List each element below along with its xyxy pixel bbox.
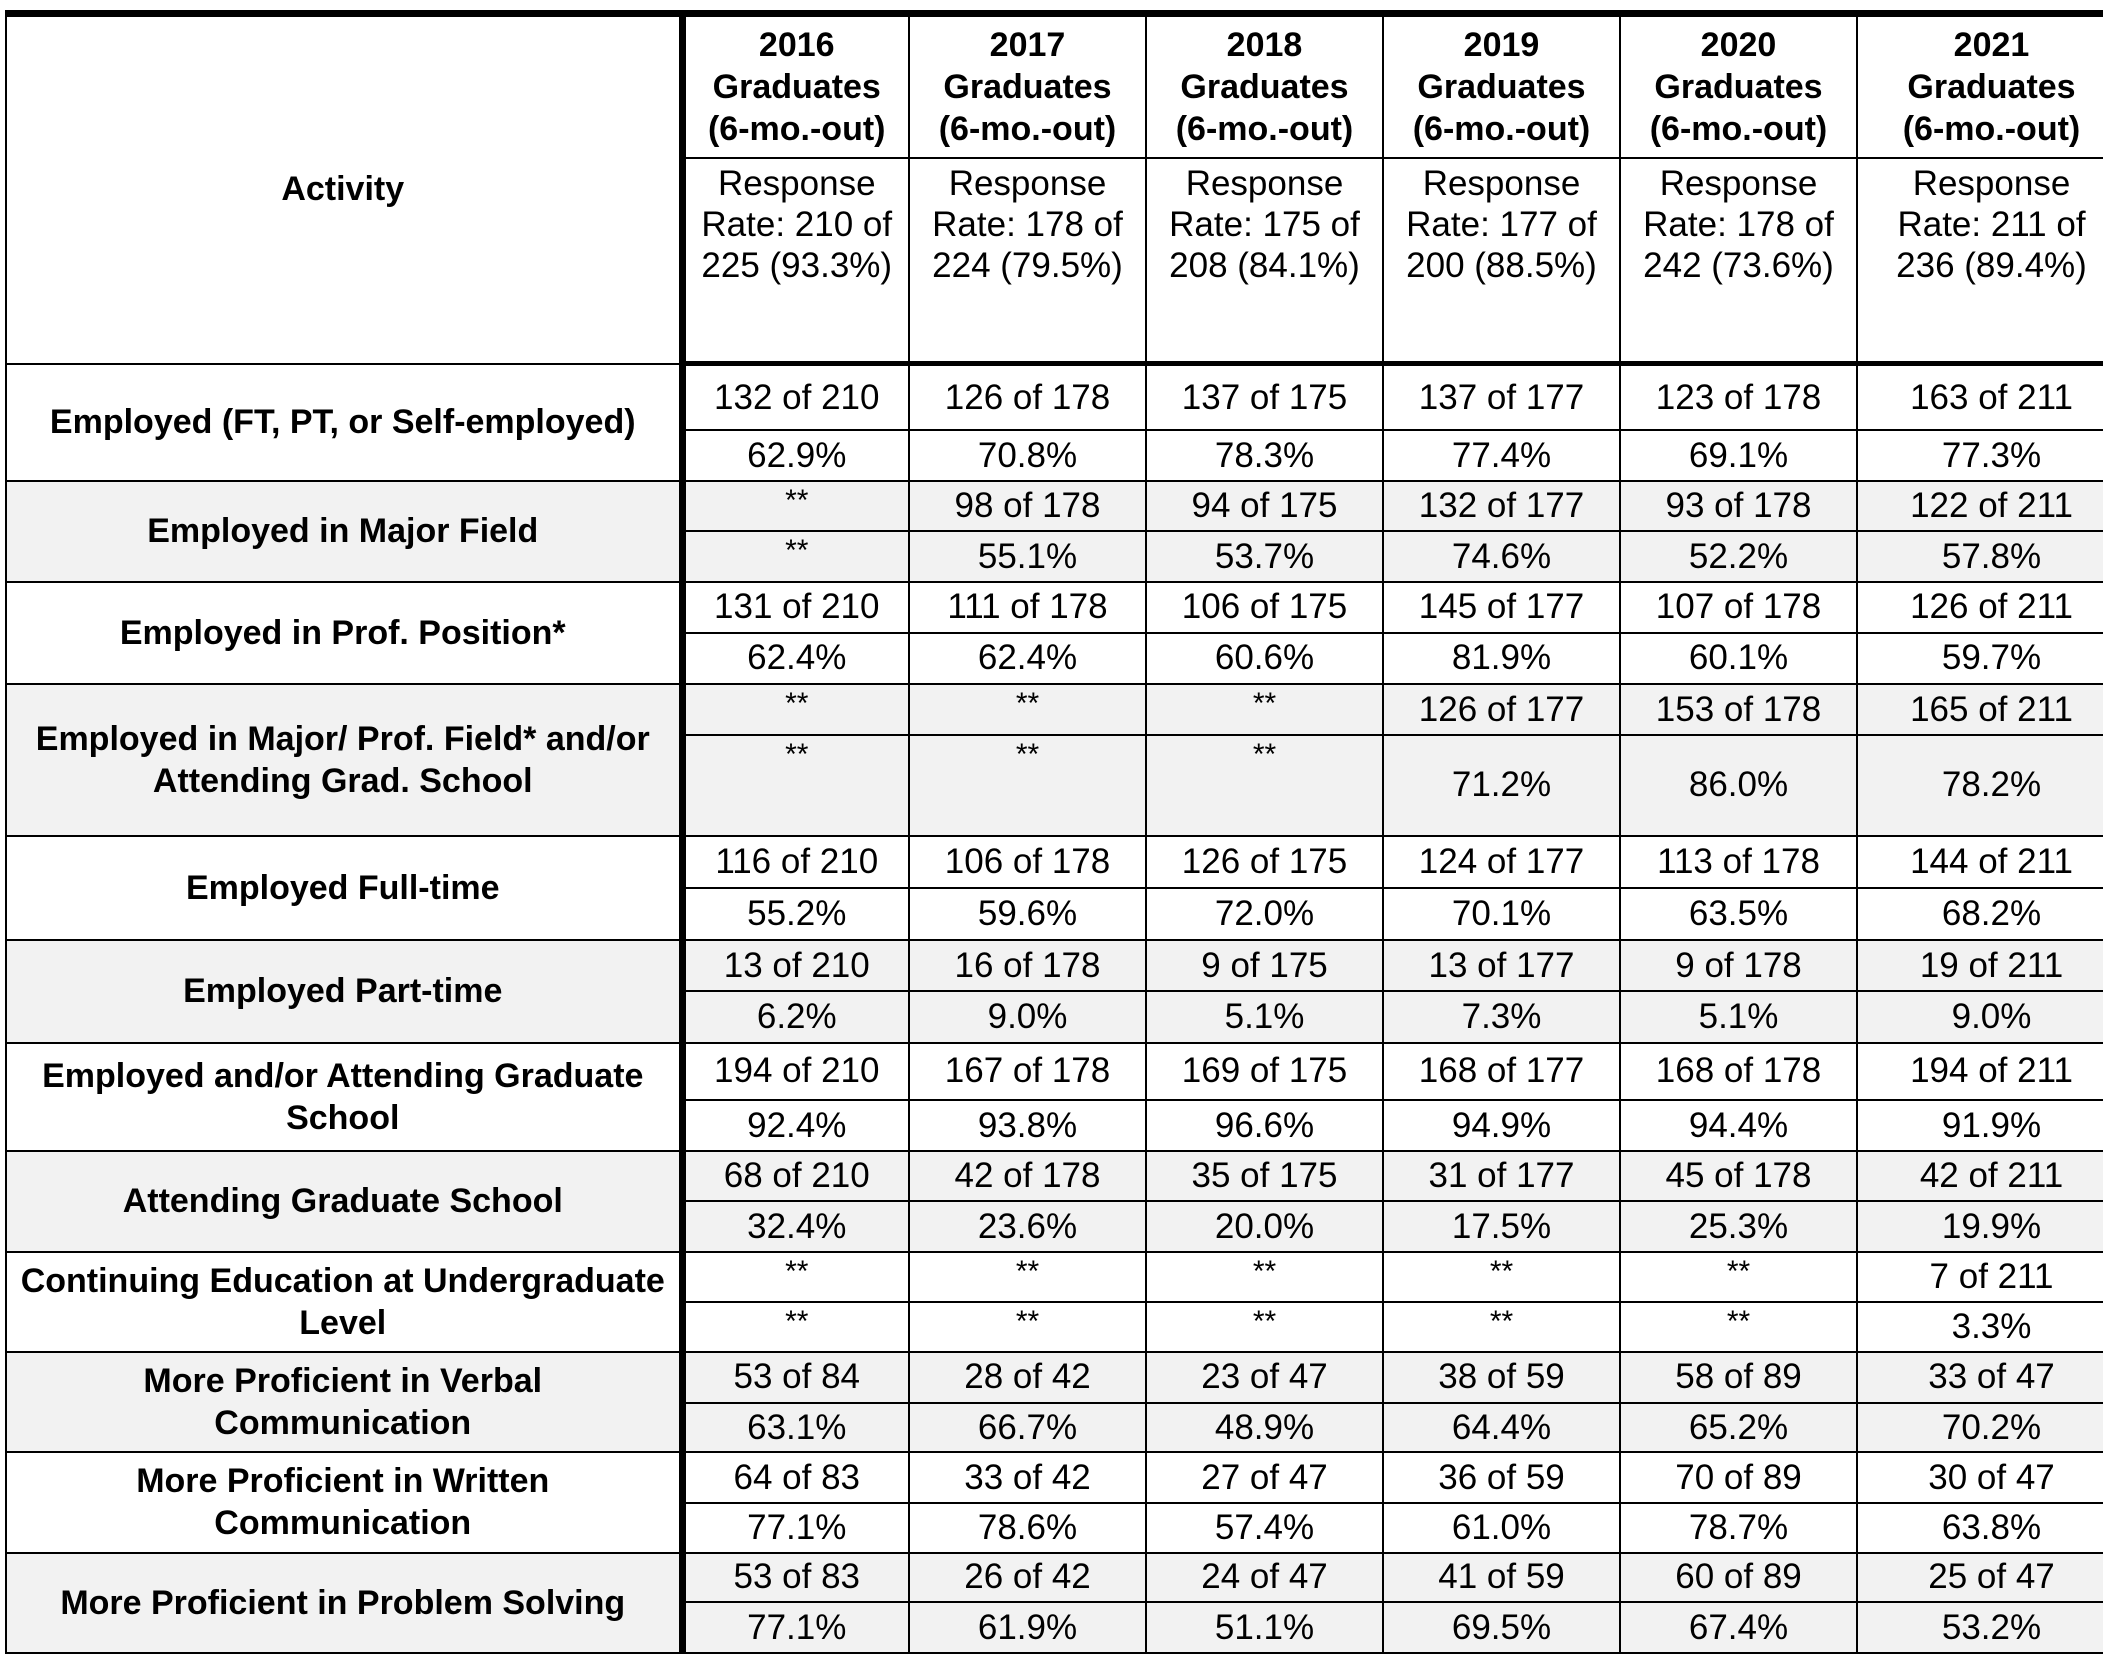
percent-cell: 52.2% bbox=[1620, 531, 1857, 582]
percent-cell: 53.2% bbox=[1857, 1602, 2103, 1653]
response-rate-2016 bbox=[682, 158, 909, 364]
response-rate-2021 bbox=[1857, 158, 2103, 364]
table-row-counts bbox=[6, 1352, 2103, 1403]
percent-cell: 77.4% bbox=[1383, 430, 1620, 481]
percent-cell: 65.2% bbox=[1620, 1403, 1857, 1453]
count-cell: 53 of 83 bbox=[682, 1553, 909, 1603]
count-cell: 53 of 84 bbox=[682, 1352, 909, 1403]
percent-cell: 78.2% bbox=[1857, 735, 2103, 836]
table-row-counts bbox=[6, 1043, 2103, 1101]
count-cell: 165 of 211 bbox=[1857, 684, 2103, 735]
response-rate-line: 242 (73.6%) bbox=[1643, 245, 1834, 285]
percent-cell: 23.6% bbox=[909, 1201, 1146, 1252]
percent-cell: 86.0% bbox=[1620, 735, 1857, 836]
count-cell: 42 of 211 bbox=[1857, 1151, 2103, 1202]
response-rate-line: Rate: 210 of bbox=[701, 204, 893, 244]
percent-cell: 67.4% bbox=[1620, 1602, 1857, 1653]
year-header-year: 2021 bbox=[1953, 25, 2030, 64]
count-cell: 194 of 211 bbox=[1857, 1043, 2103, 1101]
year-header-suffix: (6-mo.-out) bbox=[938, 109, 1117, 148]
response-rate-line: Rate: 178 of bbox=[1643, 204, 1834, 244]
percent-cell: ** bbox=[909, 735, 1146, 836]
count-cell: 16 of 178 bbox=[909, 940, 1146, 991]
count-cell: 41 of 59 bbox=[1383, 1553, 1620, 1603]
percent-cell: 70.2% bbox=[1857, 1403, 2103, 1453]
activity-label-more-proficient-in-verbal-communication: More Proficient in Verbal Communication bbox=[6, 1352, 682, 1452]
count-cell: 93 of 178 bbox=[1620, 481, 1857, 532]
count-cell: ** bbox=[682, 684, 909, 735]
percent-cell: 9.0% bbox=[909, 991, 1146, 1043]
count-cell: 98 of 178 bbox=[909, 481, 1146, 532]
count-cell: 167 of 178 bbox=[909, 1043, 1146, 1101]
year-header-2020 bbox=[1620, 14, 1857, 158]
percent-cell: ** bbox=[682, 735, 909, 836]
count-cell: 64 of 83 bbox=[682, 1452, 909, 1503]
response-rate-2019 bbox=[1383, 158, 1620, 364]
activity-label-employed-full-time: Employed Full-time bbox=[6, 836, 682, 940]
percent-cell: ** bbox=[682, 531, 909, 582]
percent-cell: 70.8% bbox=[909, 430, 1146, 481]
percent-cell: ** bbox=[682, 1302, 909, 1353]
table-row-counts bbox=[6, 1553, 2103, 1603]
count-cell: 169 of 175 bbox=[1146, 1043, 1383, 1101]
table-row-counts bbox=[6, 481, 2103, 532]
percent-cell: 7.3% bbox=[1383, 991, 1620, 1043]
response-rate-line: Response bbox=[1422, 163, 1581, 203]
count-cell: 153 of 178 bbox=[1620, 684, 1857, 735]
count-cell: 58 of 89 bbox=[1620, 1352, 1857, 1403]
activity-label-employed-in-prof-position: Employed in Prof. Position* bbox=[6, 582, 682, 684]
percent-cell: 53.7% bbox=[1146, 531, 1383, 582]
year-header-year: 2017 bbox=[989, 25, 1066, 64]
year-header-row bbox=[6, 14, 2103, 158]
response-rate-line: Rate: 211 of bbox=[1897, 204, 2086, 244]
count-cell: 131 of 210 bbox=[682, 582, 909, 633]
activity-label-employed-in-major-prof-field-and-or-attending-grad-school: Employed in Major/ Prof. Field* and/or Attending Grad. School bbox=[6, 684, 682, 836]
count-cell: 132 of 177 bbox=[1383, 481, 1620, 532]
percent-cell: 19.9% bbox=[1857, 1201, 2103, 1252]
count-cell: ** bbox=[1620, 1252, 1857, 1302]
activity-column-header bbox=[6, 14, 682, 364]
response-rate-2020 bbox=[1620, 158, 1857, 364]
response-rate-line: 200 (88.5%) bbox=[1406, 245, 1597, 285]
count-cell: 60 of 89 bbox=[1620, 1553, 1857, 1603]
count-cell: 27 of 47 bbox=[1146, 1452, 1383, 1503]
count-cell: ** bbox=[682, 1252, 909, 1302]
year-header-2016 bbox=[682, 14, 909, 158]
year-header-2017 bbox=[909, 14, 1146, 158]
percent-cell: 68.2% bbox=[1857, 888, 2103, 941]
count-cell: 124 of 177 bbox=[1383, 836, 1620, 888]
percent-cell: 51.1% bbox=[1146, 1602, 1383, 1653]
count-cell: 7 of 211 bbox=[1857, 1252, 2103, 1302]
percent-cell: 94.9% bbox=[1383, 1100, 1620, 1151]
percent-cell: 64.4% bbox=[1383, 1403, 1620, 1453]
percent-cell: 55.1% bbox=[909, 531, 1146, 582]
count-cell: 31 of 177 bbox=[1383, 1151, 1620, 1202]
percent-cell: 63.1% bbox=[682, 1403, 909, 1453]
percent-cell: 69.5% bbox=[1383, 1602, 1620, 1653]
count-cell: 19 of 211 bbox=[1857, 940, 2103, 991]
year-header-2021 bbox=[1857, 14, 2103, 158]
percent-cell: 70.1% bbox=[1383, 888, 1620, 941]
count-cell: 23 of 47 bbox=[1146, 1352, 1383, 1403]
response-rate-line: 208 (84.1%) bbox=[1169, 245, 1360, 285]
count-cell: 25 of 47 bbox=[1857, 1553, 2103, 1603]
percent-cell: 5.1% bbox=[1146, 991, 1383, 1043]
percent-cell: 5.1% bbox=[1620, 991, 1857, 1043]
count-cell: 26 of 42 bbox=[909, 1553, 1146, 1603]
table-row-counts bbox=[6, 836, 2103, 888]
percent-cell: 60.1% bbox=[1620, 633, 1857, 685]
response-rate-2017 bbox=[909, 158, 1146, 364]
count-cell: 137 of 177 bbox=[1383, 364, 1620, 431]
percent-cell: 32.4% bbox=[682, 1201, 909, 1252]
count-cell: 111 of 178 bbox=[909, 582, 1146, 633]
activity-header-label: Activity bbox=[281, 170, 405, 209]
year-header-year: 2020 bbox=[1700, 25, 1777, 64]
count-cell: ** bbox=[909, 684, 1146, 735]
percent-cell: 17.5% bbox=[1383, 1201, 1620, 1252]
count-cell: 163 of 211 bbox=[1857, 364, 2103, 431]
percent-cell: 55.2% bbox=[682, 888, 909, 941]
response-rate-line: Response bbox=[1185, 163, 1344, 203]
percent-cell: 78.6% bbox=[909, 1503, 1146, 1553]
year-header-year: 2018 bbox=[1226, 25, 1303, 64]
year-header-2019 bbox=[1383, 14, 1620, 158]
count-cell: 126 of 177 bbox=[1383, 684, 1620, 735]
percent-cell: 77.1% bbox=[682, 1602, 909, 1653]
table-row-counts bbox=[6, 364, 2103, 431]
response-rate-line: Response bbox=[717, 163, 876, 203]
count-cell: 38 of 59 bbox=[1383, 1352, 1620, 1403]
table-header bbox=[6, 14, 2103, 364]
year-header-label: Graduates bbox=[1417, 67, 1586, 106]
percent-cell: 93.8% bbox=[909, 1100, 1146, 1151]
percent-cell: 77.3% bbox=[1857, 430, 2103, 481]
count-cell: ** bbox=[909, 1252, 1146, 1302]
activity-label-more-proficient-in-problem-solving: More Proficient in Problem Solving bbox=[6, 1553, 682, 1653]
percent-cell: 57.8% bbox=[1857, 531, 2103, 582]
year-header-suffix: (6-mo.-out) bbox=[1175, 109, 1354, 148]
year-header-label: Graduates bbox=[943, 67, 1112, 106]
percent-cell: 62.4% bbox=[909, 633, 1146, 685]
percent-cell: 74.6% bbox=[1383, 531, 1620, 582]
count-cell: ** bbox=[682, 481, 909, 532]
percent-cell: 59.7% bbox=[1857, 633, 2103, 685]
percent-cell: 61.9% bbox=[909, 1602, 1146, 1653]
count-cell: 107 of 178 bbox=[1620, 582, 1857, 633]
percent-cell: 3.3% bbox=[1857, 1302, 2103, 1353]
count-cell: 33 of 42 bbox=[909, 1452, 1146, 1503]
table-row-counts bbox=[6, 1452, 2103, 1503]
outcomes-table bbox=[5, 10, 2103, 1654]
percent-cell: ** bbox=[909, 1302, 1146, 1353]
table-row-counts bbox=[6, 582, 2103, 633]
count-cell: 144 of 211 bbox=[1857, 836, 2103, 888]
percent-cell: 6.2% bbox=[682, 991, 909, 1043]
percent-cell: 78.3% bbox=[1146, 430, 1383, 481]
count-cell: 68 of 210 bbox=[682, 1151, 909, 1202]
percent-cell: 20.0% bbox=[1146, 1201, 1383, 1252]
response-rate-line: Response bbox=[948, 163, 1107, 203]
count-cell: 168 of 178 bbox=[1620, 1043, 1857, 1101]
response-rate-line: Rate: 175 of bbox=[1169, 204, 1360, 244]
percent-cell: 81.9% bbox=[1383, 633, 1620, 685]
count-cell: 13 of 177 bbox=[1383, 940, 1620, 991]
count-cell: 106 of 178 bbox=[909, 836, 1146, 888]
count-cell: 9 of 178 bbox=[1620, 940, 1857, 991]
count-cell: 145 of 177 bbox=[1383, 582, 1620, 633]
year-header-label: Graduates bbox=[1907, 67, 2076, 106]
count-cell: 35 of 175 bbox=[1146, 1151, 1383, 1202]
response-rate-line: Response bbox=[1912, 163, 2071, 203]
percent-cell: 91.9% bbox=[1857, 1100, 2103, 1151]
count-cell: ** bbox=[1146, 684, 1383, 735]
response-rate-line: 236 (89.4%) bbox=[1896, 245, 2087, 285]
year-header-suffix: (6-mo.-out) bbox=[707, 109, 886, 148]
percent-cell: 62.9% bbox=[682, 430, 909, 481]
activity-label-continuing-education-at-undergraduate-level: Continuing Education at Undergraduate Level bbox=[6, 1252, 682, 1352]
activity-label-attending-graduate-school: Attending Graduate School bbox=[6, 1151, 682, 1252]
percent-cell: ** bbox=[1383, 1302, 1620, 1353]
count-cell: 9 of 175 bbox=[1146, 940, 1383, 991]
response-rate-line: 225 (93.3%) bbox=[701, 245, 893, 285]
year-header-suffix: (6-mo.-out) bbox=[1649, 109, 1828, 148]
percent-cell: ** bbox=[1620, 1302, 1857, 1353]
table-row-counts bbox=[6, 1252, 2103, 1302]
count-cell: 33 of 47 bbox=[1857, 1352, 2103, 1403]
activity-label-employed-and-or-attending-graduate-school: Employed and/or Attending Graduate School bbox=[6, 1043, 682, 1151]
year-header-label: Graduates bbox=[712, 67, 881, 106]
year-header-suffix: (6-mo.-out) bbox=[1412, 109, 1591, 148]
percent-cell: 92.4% bbox=[682, 1100, 909, 1151]
response-rate-line: Response bbox=[1659, 163, 1818, 203]
count-cell: ** bbox=[1383, 1252, 1620, 1302]
percent-cell: 9.0% bbox=[1857, 991, 2103, 1043]
table-row-counts bbox=[6, 940, 2103, 991]
percent-cell: 96.6% bbox=[1146, 1100, 1383, 1151]
count-cell: ** bbox=[1146, 1252, 1383, 1302]
table-row-counts bbox=[6, 1151, 2103, 1202]
year-header-year: 2019 bbox=[1463, 25, 1540, 64]
count-cell: 113 of 178 bbox=[1620, 836, 1857, 888]
activity-label-more-proficient-in-written-communication: More Proficient in Written Communication bbox=[6, 1452, 682, 1552]
count-cell: 116 of 210 bbox=[682, 836, 909, 888]
percent-cell: ** bbox=[1146, 735, 1383, 836]
percent-cell: 59.6% bbox=[909, 888, 1146, 941]
count-cell: 137 of 175 bbox=[1146, 364, 1383, 431]
activity-label-employed-part-time: Employed Part-time bbox=[6, 940, 682, 1042]
count-cell: 123 of 178 bbox=[1620, 364, 1857, 431]
percent-cell: 66.7% bbox=[909, 1403, 1146, 1453]
year-header-year: 2016 bbox=[758, 25, 835, 64]
count-cell: 168 of 177 bbox=[1383, 1043, 1620, 1101]
percent-cell: 69.1% bbox=[1620, 430, 1857, 481]
year-header-label: Graduates bbox=[1180, 67, 1349, 106]
percent-cell: 78.7% bbox=[1620, 1503, 1857, 1553]
count-cell: 30 of 47 bbox=[1857, 1452, 2103, 1503]
percent-cell: 61.0% bbox=[1383, 1503, 1620, 1553]
count-cell: 13 of 210 bbox=[682, 940, 909, 991]
year-header-2018 bbox=[1146, 14, 1383, 158]
count-cell: 126 of 211 bbox=[1857, 582, 2103, 633]
count-cell: 70 of 89 bbox=[1620, 1452, 1857, 1503]
percent-cell: ** bbox=[1146, 1302, 1383, 1353]
count-cell: 42 of 178 bbox=[909, 1151, 1146, 1202]
percent-cell: 62.4% bbox=[682, 633, 909, 685]
percent-cell: 63.8% bbox=[1857, 1503, 2103, 1553]
percent-cell: 72.0% bbox=[1146, 888, 1383, 941]
activity-label-employed-in-major-field: Employed in Major Field bbox=[6, 481, 682, 582]
count-cell: 132 of 210 bbox=[682, 364, 909, 431]
percent-cell: 94.4% bbox=[1620, 1100, 1857, 1151]
count-cell: 106 of 175 bbox=[1146, 582, 1383, 633]
response-rate-line: 224 (79.5%) bbox=[932, 245, 1123, 285]
activity-label-employed-ft-pt-or-self-employed: Employed (FT, PT, or Self-employed) bbox=[6, 364, 682, 481]
percent-cell: 25.3% bbox=[1620, 1201, 1857, 1252]
table-row-counts bbox=[6, 684, 2103, 735]
year-header-suffix: (6-mo.-out) bbox=[1902, 109, 2081, 148]
year-header-label: Graduates bbox=[1654, 67, 1823, 106]
table-body bbox=[6, 364, 2103, 1654]
percent-cell: 77.1% bbox=[682, 1503, 909, 1553]
count-cell: 45 of 178 bbox=[1620, 1151, 1857, 1202]
response-rate-line: Rate: 178 of bbox=[932, 204, 1123, 244]
count-cell: 122 of 211 bbox=[1857, 481, 2103, 532]
response-rate-line: Rate: 177 of bbox=[1406, 204, 1597, 244]
percent-cell: 63.5% bbox=[1620, 888, 1857, 941]
count-cell: 36 of 59 bbox=[1383, 1452, 1620, 1503]
count-cell: 24 of 47 bbox=[1146, 1553, 1383, 1603]
percent-cell: 60.6% bbox=[1146, 633, 1383, 685]
count-cell: 94 of 175 bbox=[1146, 481, 1383, 532]
count-cell: 194 of 210 bbox=[682, 1043, 909, 1101]
count-cell: 126 of 175 bbox=[1146, 836, 1383, 888]
percent-cell: 48.9% bbox=[1146, 1403, 1383, 1453]
response-rate-2018 bbox=[1146, 158, 1383, 364]
percent-cell: 71.2% bbox=[1383, 735, 1620, 836]
count-cell: 28 of 42 bbox=[909, 1352, 1146, 1403]
count-cell: 126 of 178 bbox=[909, 364, 1146, 431]
percent-cell: 57.4% bbox=[1146, 1503, 1383, 1553]
